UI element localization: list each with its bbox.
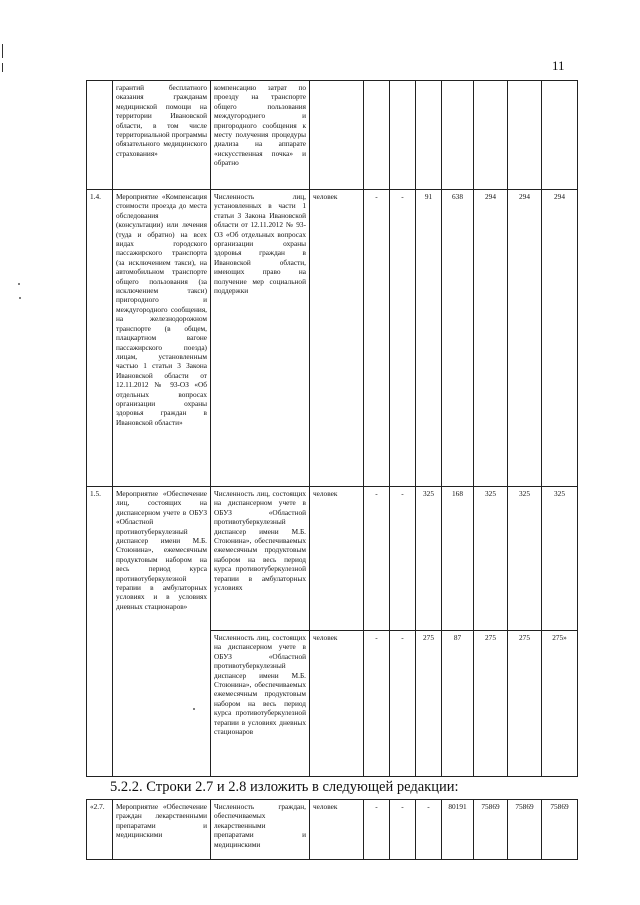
value-cell: 275» [542,631,578,777]
event-cell: гарантий бесплатного оказания гражданам медицинской помощи на территории Ивановской области, в том числе территориальной программы обязательного медицинского страхования» [113,81,211,190]
value-cell [442,81,474,190]
indicator-cell: компенсацию затрат по проезду на транспорте общего пользования междугороднего и пригородного сообщения к месту получения процедуры диализа на аппарате «искусственная почка» и обратно [211,81,310,190]
event-cell: Мероприятие «Обеспечение граждан лекарственными препаратами и медицинскими [113,800,211,860]
unit-cell: человек [310,800,364,860]
margin-mark [2,44,3,58]
value-cell: 75869 [474,800,508,860]
value-cell: 275 [508,631,542,777]
table-row [87,487,578,631]
table-row [87,190,578,487]
value-cell: - [364,487,390,631]
page-number: 11 [552,58,565,73]
value-cell: - [390,190,416,487]
unit-cell: человек [310,631,364,777]
event-cell: Мероприятие «Компенсация стоимости проезда до места обследования (консультации) или лечения (туда и обратно) на всех видах городского пассажирского транспорта (за исключением такси), на автомобильном транспорте общего пользования (за исключением такси) пригородного и междугородного сообщения, на железнодорожном транспорте (в общем, плацкартном вагоне пассажирского поезда) лицам, установленным частью 1 статьи 3 Закона Ивановской области от 12.11.2012 № 93-ОЗ «Об отдельных вопросах организации охраны здоровья граждан в Ивановской области» [113,190,211,487]
value-cell [364,81,390,190]
value-cell: 325 [508,487,542,631]
row-number-cell: 1.5. [87,487,113,777]
margin-mark [2,63,3,72]
scan-speck [19,297,21,299]
value-cell: - [416,800,442,860]
value-cell: - [364,190,390,487]
unit-cell [310,81,364,190]
value-cell: 325 [474,487,508,631]
measures-table [86,80,578,777]
value-cell [390,81,416,190]
value-cell: 294 [474,190,508,487]
section-heading: 5.2.2. Строки 2.7 и 2.8 изложить в следующей редакции: [110,779,459,795]
value-cell: 168 [442,487,474,631]
value-cell: 638 [442,190,474,487]
event-cell: Мероприятие «Обеспечение лиц, состоящих на диспансерном учете в ОБУЗ «Областной противотуберкулезный диспансер имени М.Б. Стоюнина», ежемесячным продуктовым набором на весь период курса противотуберкулезной терапии в амбулаторных условиях и в условиях дневных стационаров» [113,487,211,777]
value-cell: - [390,631,416,777]
scan-speck [18,283,20,285]
row-number-cell: 1.4. [87,190,113,487]
value-cell [416,81,442,190]
indicator-cell: Численность лиц, установленных в части 1 статьи 3 Закона Ивановской области от 12.11.2012 № 93-ОЗ «Об отдельных вопросах организации охраны здоровья граждан в Ивановской области, имеющих право на получение мер социальной поддержки [211,190,310,487]
value-cell: 275 [416,631,442,777]
value-cell: 294 [542,190,578,487]
unit-cell: человек [310,487,364,631]
indicator-cell: Численность граждан, обеспечиваемых лекарственными препаратами и медицинскими [211,800,310,860]
measures-table-continued [86,799,578,860]
value-cell: - [364,800,390,860]
indicator-cell: Численность лиц, состоящих на диспансерном учете в ОБУЗ «Областной противотуберкулезный диспансер имени М.Б. Стоюнина», обеспечиваемых ежемесячным продуктовым набором на весь период курса противотуберкулезной терапии в условиях дневных стационаров [211,631,310,777]
value-cell: - [364,631,390,777]
unit-cell: человек [310,190,364,487]
value-cell: 87 [442,631,474,777]
table-row [87,81,578,190]
value-cell: 80191 [442,800,474,860]
value-cell: - [390,487,416,631]
value-cell: 325 [416,487,442,631]
value-cell: - [390,800,416,860]
value-cell: 294 [508,190,542,487]
value-cell [508,81,542,190]
value-cell: 91 [416,190,442,487]
row-number-cell [87,81,113,190]
value-cell [474,81,508,190]
indicator-cell: Численность лиц, состоящих на диспансерном учете в ОБУЗ «Областной противотуберкулезный диспансер имени М.Б. Стоюнина», обеспечиваемых ежемесячным продуктовым набором на весь период курса противотуберкулезной терапии в амбулаторных условиях [211,487,310,631]
value-cell: 75869 [508,800,542,860]
value-cell: 325 [542,487,578,631]
value-cell [542,81,578,190]
table-row [87,800,578,860]
value-cell: 75869 [542,800,578,860]
value-cell: 275 [474,631,508,777]
row-number-cell: «2.7. [87,800,113,860]
